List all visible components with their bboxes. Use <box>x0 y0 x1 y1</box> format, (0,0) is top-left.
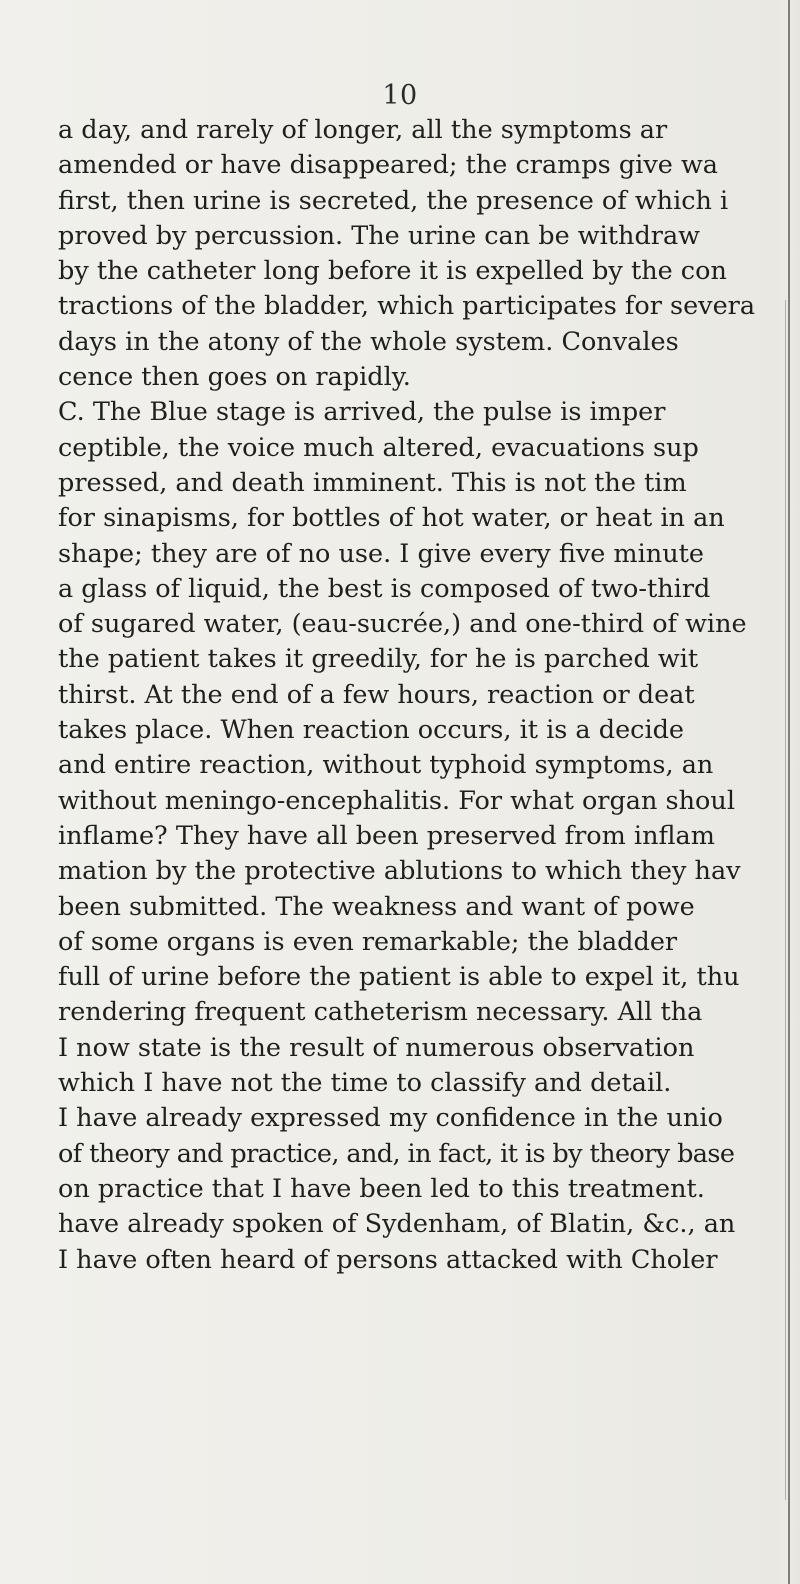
page-number: 10 <box>382 80 418 111</box>
text-line: I have often heard of persons attacked with Choler <box>58 1244 718 1275</box>
text-line: mation by the protective ablutions to which they hav <box>58 856 741 887</box>
text-line: full of urine before the patient is able to expel it, thu <box>58 962 740 993</box>
text-line: a day, and rarely of longer, all the symptoms ar <box>58 115 668 145</box>
text-line: of sugared water, (eau-sucrée,) and one-third of wine <box>58 609 747 640</box>
text-line: on practice that I have been led to this treatment. <box>58 1173 705 1204</box>
text-line: which I have not the time to classify and detail. <box>58 1068 672 1099</box>
text-line: thirst. At the end of a few hours, reaction or deat <box>58 679 695 710</box>
text-line: been submitted. The weakness and want of powe <box>58 891 695 922</box>
text-line: without meningo-encephalitis. For what organ shoul <box>58 785 735 816</box>
text-line: I now state is the result of numerous observation <box>58 1032 695 1063</box>
text-line: by the catheter long before it is expelled by the con <box>58 256 727 287</box>
binding-edge-line-inner <box>785 300 786 1500</box>
text-line: takes place. When reaction occurs, it is a decide <box>58 715 685 746</box>
text-line: I have already expressed my confidence in the unio <box>58 1103 723 1134</box>
text-line: and entire reaction, without typhoid symptoms, an <box>58 750 714 781</box>
page-gutter-shadow <box>774 0 800 1584</box>
text-line: C. The Blue stage is arrived, the pulse is imper <box>58 397 666 428</box>
binding-edge-line <box>788 0 790 1584</box>
body-text <box>58 113 800 1278</box>
text-line: amended or have disappeared; the cramps give wa <box>58 150 718 181</box>
text-line: cence then goes on rapidly. <box>58 362 411 393</box>
text-line: of theory and practice, and, in fact, it is by theory base <box>58 1138 735 1169</box>
text-line: pressed, and death imminent. This is not the tim <box>58 467 687 498</box>
text-line: rendering frequent catheterism necessary. All tha <box>58 997 703 1028</box>
text-line: days in the atony of the whole system. Convales <box>58 326 679 357</box>
text-line: of some organs is even remarkable; the bladder <box>58 926 678 957</box>
text-line: inflame? They have all been preserved from inflam <box>58 820 715 851</box>
text-line: first, then urine is secreted, the presence of which i <box>58 185 729 216</box>
text-line: a glass of liquid, the best is composed of two-third <box>58 573 711 604</box>
text-line: tractions of the bladder, which participates for severa <box>58 291 756 322</box>
text-line: shape; they are of no use. I give every five minute <box>58 538 704 569</box>
text-line: ceptible, the voice much altered, evacuations sup <box>58 432 699 463</box>
text-line: for sinapisms, for bottles of hot water, or heat in an <box>58 503 725 534</box>
text-line: proved by percussion. The urine can be withdraw <box>58 220 700 251</box>
text-line: have already spoken of Sydenham, of Blatin, &c., an <box>58 1209 736 1240</box>
text-line: the patient takes it greedily, for he is parched wit <box>58 644 699 675</box>
